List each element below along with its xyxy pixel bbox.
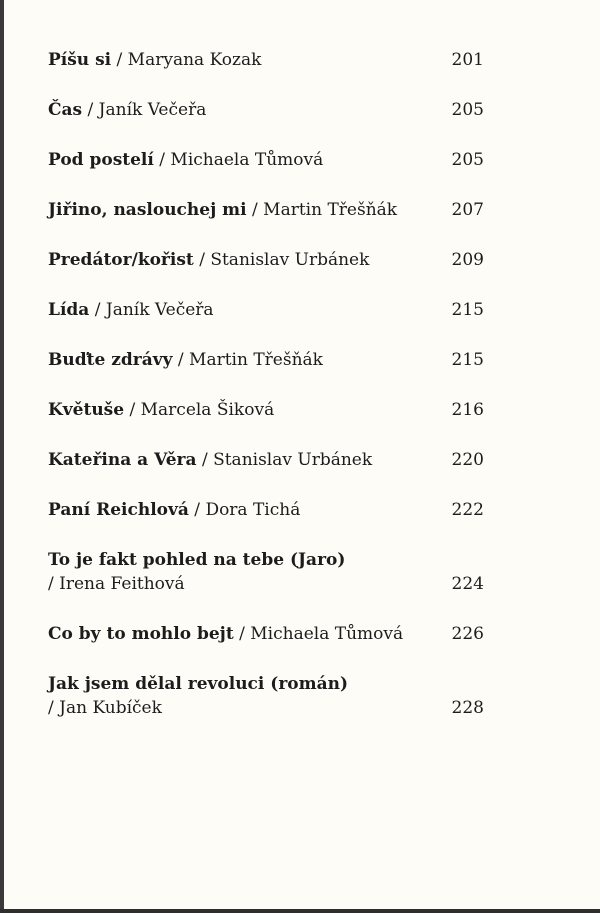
entry-author: Dora Tichá — [205, 500, 301, 520]
entry-author: Martin Třešňák — [263, 200, 398, 220]
entry-title: Jiřino, naslouchej mi — [48, 200, 247, 220]
entry-separator: / — [199, 250, 205, 270]
entry-title: Čas — [48, 100, 83, 120]
entry-page-number: 209 — [451, 250, 484, 270]
entry-page-number: 228 — [451, 698, 484, 718]
entry-title: Píšu si — [48, 50, 112, 70]
entry-title: Pod postelí — [48, 150, 154, 170]
entry-author: Michaela Tůmová — [170, 150, 324, 170]
entry-page-number: 215 — [451, 300, 484, 320]
entry-separator: / — [48, 698, 54, 718]
toc-entry — [48, 548, 484, 596]
entry-page-number: 207 — [451, 200, 484, 220]
toc-entry-line — [48, 148, 484, 172]
toc-entry-line — [48, 548, 484, 572]
entry-title: Květuše — [48, 400, 125, 420]
entry-separator: / — [252, 200, 258, 220]
table-of-contents — [48, 48, 484, 746]
toc-entry-line — [48, 98, 484, 122]
toc-entry-line — [48, 48, 484, 72]
entry-page-number: 216 — [451, 400, 484, 420]
entry-author: Michaela Tůmová — [250, 624, 404, 644]
toc-entry — [48, 248, 484, 272]
entry-page-number: 222 — [451, 500, 484, 520]
entry-page-number: 205 — [451, 100, 484, 120]
entry-title: Lída — [48, 300, 90, 320]
entry-separator: / — [116, 50, 123, 70]
toc-entry — [48, 348, 484, 372]
toc-entry-line — [48, 348, 484, 372]
toc-entry — [48, 148, 484, 172]
toc-entry — [48, 448, 484, 472]
entry-separator: / — [129, 400, 136, 420]
toc-entry — [48, 98, 484, 122]
entry-separator: / — [159, 150, 165, 170]
entry-title: Kateřina a Věra — [48, 450, 197, 470]
toc-entry-line — [48, 248, 484, 272]
entry-page-number: 226 — [451, 624, 484, 644]
entry-title: Co by to mohlo bejt — [48, 624, 234, 644]
page-edge-left — [0, 0, 4, 913]
toc-entry — [48, 48, 484, 72]
entry-author: Maryana Kozak — [127, 50, 262, 70]
entry-separator: / — [177, 350, 184, 370]
entry-page-number: 215 — [451, 350, 484, 370]
toc-entry-line — [48, 198, 484, 222]
entry-page-number: 205 — [451, 150, 484, 170]
entry-title: Paní Reichlová — [48, 500, 189, 520]
entry-separator: / — [48, 574, 54, 594]
toc-entry — [48, 298, 484, 322]
entry-author: Janík Večeřa — [98, 100, 207, 120]
entry-author: Marcela Šiková — [140, 400, 275, 420]
entry-title: Predátor/kořist — [48, 250, 194, 270]
entry-author: Stanislav Urbánek — [210, 250, 370, 270]
toc-entry-line — [48, 398, 484, 422]
toc-entry — [48, 672, 484, 720]
entry-page-number: 224 — [451, 574, 484, 594]
entry-separator: / — [94, 300, 101, 320]
page-edge-bottom — [0, 909, 600, 913]
entry-author: Jan Kubíček — [59, 698, 162, 718]
entry-separator: / — [194, 500, 201, 520]
toc-entry-line — [48, 448, 484, 472]
toc-entry-line — [48, 622, 484, 646]
toc-entry — [48, 622, 484, 646]
entry-author: Irena Feithová — [59, 574, 185, 594]
toc-entry — [48, 198, 484, 222]
entry-page-number: 201 — [451, 50, 484, 70]
entry-author: Martin Třešňák — [189, 350, 323, 370]
entry-title: Buďte zdrávy — [48, 350, 173, 370]
toc-entry-line — [48, 696, 484, 720]
entry-separator: / — [87, 100, 94, 120]
toc-entry-line — [48, 672, 484, 696]
entry-title: To je fakt pohled na tebe (Jaro) — [48, 550, 346, 570]
entry-title: Jak jsem dělal revoluci (román) — [48, 674, 349, 694]
toc-entry-line — [48, 498, 484, 522]
entry-page-number: 220 — [451, 450, 484, 470]
entry-separator: / — [239, 624, 245, 644]
entry-separator: / — [201, 450, 208, 470]
entry-author: Stanislav Urbánek — [213, 450, 373, 470]
entry-author: Janík Večeřa — [105, 300, 214, 320]
toc-entry-line — [48, 572, 484, 596]
toc-entry — [48, 498, 484, 522]
toc-entry-line — [48, 298, 484, 322]
toc-entry — [48, 398, 484, 422]
